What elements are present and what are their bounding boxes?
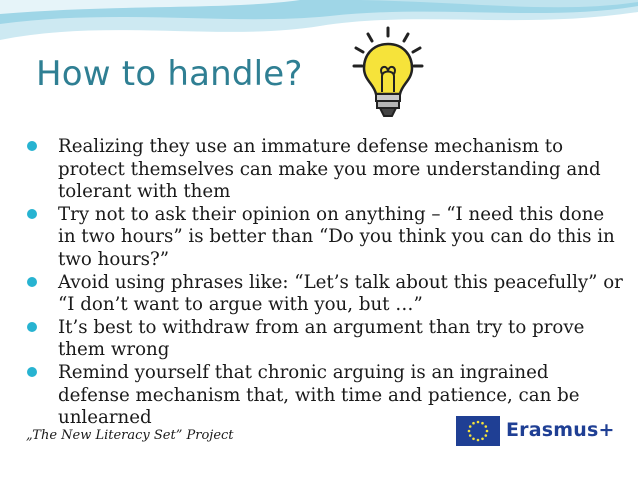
bullet-text: Try not to ask their opinion on anything – “I need this done in two hours” is better than “Do you think you can do this in two hours?” xyxy=(58,203,615,270)
bullet-icon xyxy=(27,322,37,332)
erasmus-logo xyxy=(446,406,616,454)
bullet-text: Avoid using phrases like: “Let’s talk about this peacefully” or “I don’t want to argue with you, but …” xyxy=(58,271,623,316)
slide-title: How to handle? xyxy=(36,54,303,94)
header-wave-decoration xyxy=(0,0,638,60)
eu-flag-icon xyxy=(456,416,500,446)
bullet-icon xyxy=(27,277,37,287)
bullet-icon xyxy=(27,141,37,151)
project-footer: „The New Literacy Set” Project xyxy=(26,428,234,443)
erasmus-logo-text: Erasmus+ xyxy=(506,419,615,441)
list-item xyxy=(24,272,624,317)
bullet-icon xyxy=(27,209,37,219)
light-bulb-icon xyxy=(352,26,424,122)
bullet-text: Remind yourself that chronic arguing is an ingrained defense mechanism that, with time and patience, can be unlearned xyxy=(58,361,580,429)
bullet-list xyxy=(24,136,624,430)
list-item xyxy=(24,136,624,204)
list-item xyxy=(24,204,624,272)
bullet-text: It’s best to withdraw from an argument than try to prove them wrong xyxy=(58,316,585,361)
bullet-icon xyxy=(27,367,37,377)
list-item xyxy=(24,317,624,362)
bullet-text: Realizing they use an immature defense mechanism to protect themselves can make you more understanding and tolerant with them xyxy=(58,136,601,203)
